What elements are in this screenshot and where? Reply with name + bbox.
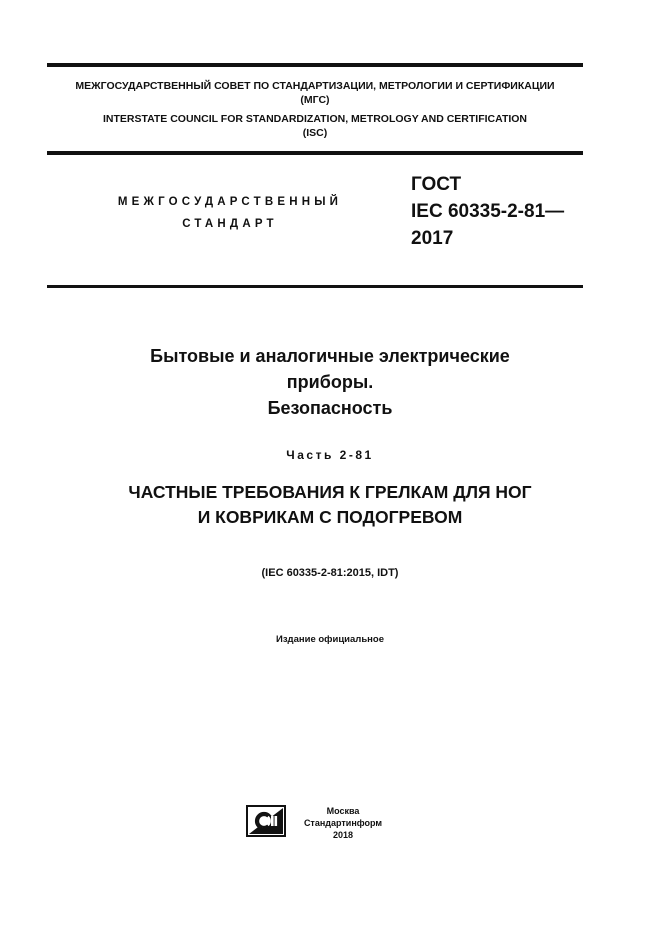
title-line3: Безопасность [267,398,393,418]
edition-note: Издание официальное [276,634,384,645]
publisher-city: Москва [326,806,360,816]
council-name-en-text: INTERSTATE COUNCIL FOR STANDARDIZATION, METROLOGY AND CERTIFICATION [102,113,528,125]
document-title [47,343,613,421]
council-name-ru [47,79,583,107]
publisher-name: Стандартинформ [303,818,383,828]
part-title [47,480,613,530]
council-abbr-en: (ISC) [302,127,328,139]
standard-kind [95,191,365,235]
council-name-en [47,112,583,140]
council-divider [47,151,583,155]
header-divider [47,285,583,288]
part-title-line1: ЧАСТНЫЕ ТРЕБОВАНИЯ К ГРЕЛКАМ ДЛЯ НОГ [128,482,532,502]
council-abbr-ru: (МГС) [300,94,330,106]
top-divider [47,63,583,67]
title-line2: приборы. [286,372,374,392]
gost-label: ГОСТ [411,174,462,195]
part-title-line2: И КОВРИКАМ С ПОДОГРЕВОМ [197,507,463,527]
publisher-year: 2018 [332,830,354,840]
publisher-info [293,805,393,841]
standard-kind-line1: МЕЖГОСУДАРСТВЕННЫЙ [117,196,343,208]
title-line1: Бытовые и аналогичные электрические [150,346,510,366]
gost-number: IEC 60335-2-81— [411,201,565,222]
gost-year: 2017 [411,228,454,249]
standard-designation [411,171,564,252]
standartinform-logo-icon [246,805,286,837]
part-label: Часть 2-81 [286,448,374,462]
standard-kind-line2: СТАНДАРТ [182,218,278,230]
iec-reference: (IEC 60335-2-81:2015, IDT) [261,567,399,579]
council-name-ru-text: МЕЖГОСУДАРСТВЕННЫЙ СОВЕТ ПО СТАНДАРТИЗАЦИИ, МЕТРОЛОГИИ И СЕРТИФИКАЦИИ [75,80,555,92]
